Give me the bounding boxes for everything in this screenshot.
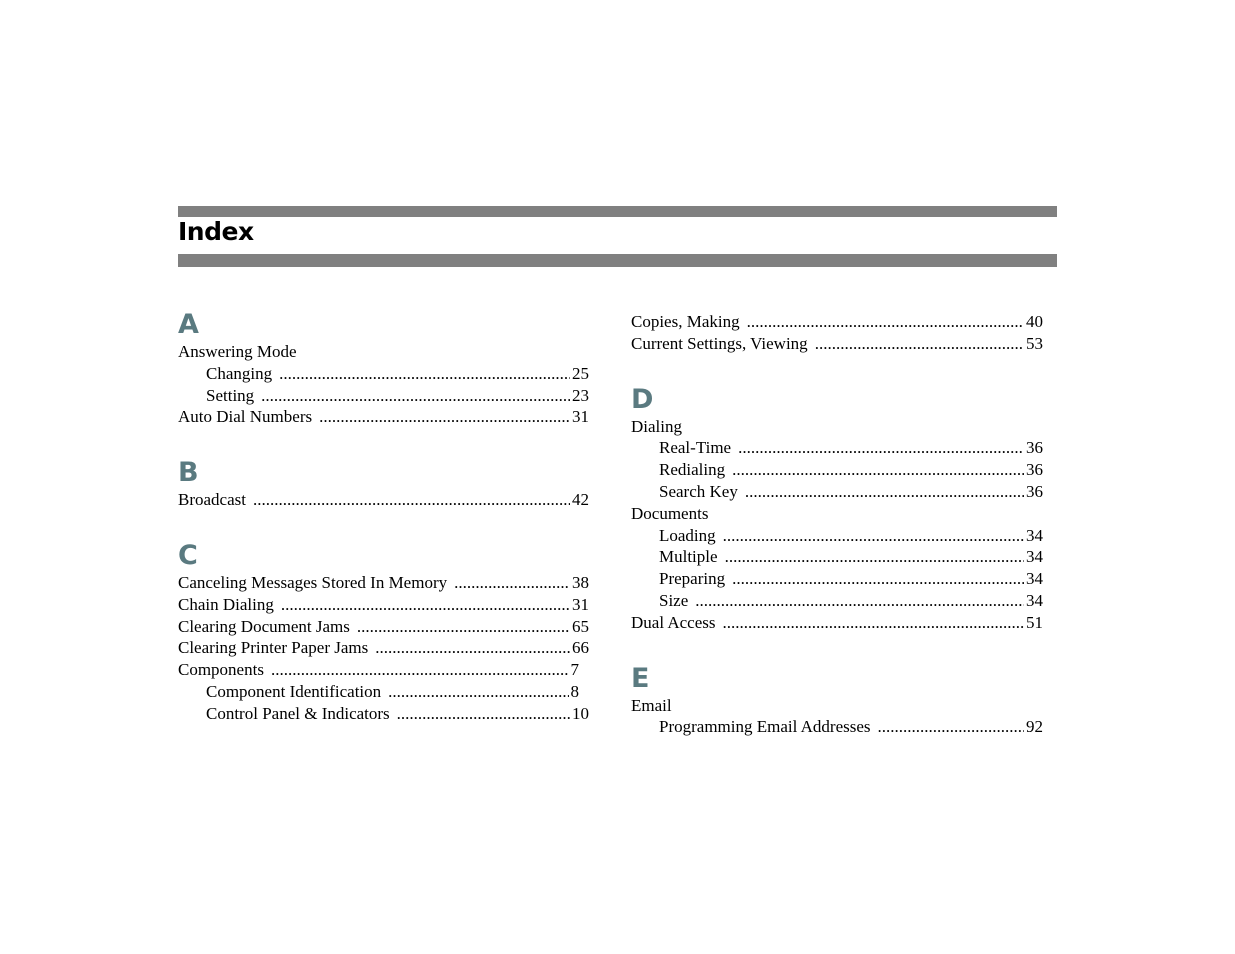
entry-label: Search Key	[659, 481, 738, 501]
entry-label: Setting	[206, 385, 255, 405]
entry-page-number: 92	[1026, 717, 1043, 737]
entry-page-number: 31	[572, 594, 589, 614]
dot-leader	[261, 385, 570, 407]
dot-leader	[878, 716, 1024, 738]
entry-page-number: 34	[1026, 590, 1043, 610]
section-spacer	[178, 511, 589, 541]
dot-leader	[375, 637, 570, 659]
entry-label: Copies, Making	[631, 312, 740, 331]
index-entry	[178, 594, 589, 616]
dot-leader	[738, 437, 1024, 459]
entry-label: Current Settings, Viewing	[631, 333, 808, 353]
dot-leader	[723, 612, 1024, 634]
dot-leader	[815, 333, 1024, 355]
section-letter: B	[178, 457, 199, 489]
entry-page-number: 31	[572, 407, 589, 427]
section-spacer	[631, 634, 1043, 664]
entry-label: Multiple	[659, 547, 718, 567]
entry-page-number: 36	[1026, 481, 1043, 501]
index-entry	[178, 363, 589, 385]
dot-leader	[745, 481, 1024, 503]
dot-leader	[732, 459, 1024, 481]
entry-label: Email	[631, 695, 672, 715]
entry-label: Chain Dialing	[178, 594, 274, 614]
dot-leader	[319, 406, 570, 428]
header-rule-bottom	[178, 254, 1057, 267]
index-entry	[178, 489, 589, 511]
entry-label: Canceling Messages Stored In Memory	[178, 572, 448, 592]
index-column-right	[631, 311, 1043, 738]
index-entry	[631, 716, 1043, 738]
entry-page-number: 40	[1026, 312, 1043, 331]
index-entry	[631, 481, 1043, 503]
entry-label: Broadcast	[178, 490, 246, 510]
index-entry	[178, 616, 589, 638]
section-letter: C	[178, 539, 198, 571]
entry-label: Redialing	[659, 460, 726, 480]
entry-label: Auto Dial Numbers	[178, 407, 313, 427]
entry-page-number: 34	[1026, 547, 1043, 567]
section-letter: E	[631, 662, 650, 694]
entry-label: Documents	[631, 503, 709, 523]
index-entry	[178, 406, 589, 428]
index-entry	[631, 503, 1043, 525]
entry-page-number: 51	[1026, 612, 1043, 632]
entry-page-number: 36	[1026, 438, 1043, 458]
entry-label: Real-Time	[659, 438, 732, 458]
header-rule-top	[178, 206, 1057, 217]
entry-label: Dialing	[631, 416, 682, 436]
index-section	[631, 311, 1043, 355]
entry-page-number: 36	[1026, 460, 1043, 480]
entry-page-number: 34	[1026, 569, 1043, 589]
index-column-left	[178, 310, 589, 725]
entry-label: Changing	[206, 363, 273, 383]
index-entry	[631, 525, 1043, 547]
index-entry	[631, 459, 1043, 481]
entry-page-number: 7	[570, 660, 579, 680]
dot-leader	[279, 363, 570, 385]
index-entry	[178, 341, 589, 363]
entry-label: Clearing Printer Paper Jams	[178, 638, 369, 658]
page-title: Index	[178, 217, 254, 246]
index-entry	[631, 695, 1043, 717]
index-entry	[631, 568, 1043, 590]
index-entry	[631, 590, 1043, 612]
index-entry	[631, 416, 1043, 438]
dot-leader	[271, 659, 569, 681]
dot-leader	[732, 568, 1024, 590]
dot-leader	[388, 681, 568, 703]
entry-label: Answering Mode	[178, 342, 297, 361]
entry-label: Component Identification	[206, 681, 382, 701]
entry-label: Programming Email Addresses	[659, 717, 871, 737]
dot-leader	[281, 594, 570, 616]
entry-page-number: 65	[572, 616, 589, 636]
entry-page-number: 8	[570, 681, 579, 701]
entry-page-number: 10	[572, 703, 589, 723]
section-letter: A	[178, 309, 199, 340]
entry-page-number: 42	[572, 490, 589, 510]
entry-page-number: 25	[572, 363, 589, 383]
dot-leader	[725, 546, 1024, 568]
section-spacer	[631, 355, 1043, 385]
dot-leader	[253, 489, 570, 511]
section-spacer	[178, 428, 589, 458]
entry-page-number: 53	[1026, 333, 1043, 353]
index-entry	[631, 311, 1043, 333]
entry-label: Components	[178, 660, 264, 680]
entry-label: Dual Access	[631, 612, 716, 632]
dot-leader	[357, 616, 570, 638]
dot-leader	[695, 590, 1024, 612]
index-section	[178, 511, 589, 725]
index-entry	[178, 703, 589, 725]
dot-leader	[723, 525, 1024, 547]
index-entry	[631, 612, 1043, 634]
dot-leader	[454, 572, 570, 594]
index-section	[631, 355, 1043, 634]
index-entry	[178, 637, 589, 659]
index-entry	[178, 659, 589, 681]
index-entry	[178, 681, 589, 703]
index-entry	[178, 572, 589, 594]
index-section	[631, 634, 1043, 739]
dot-leader	[747, 311, 1024, 333]
index-entry	[631, 437, 1043, 459]
entry-page-number: 66	[572, 638, 589, 658]
index-section	[178, 428, 589, 511]
index-section	[178, 310, 589, 428]
section-letter: D	[631, 383, 654, 415]
index-entry	[631, 333, 1043, 355]
entry-label: Control Panel & Indicators	[206, 703, 390, 723]
dot-leader	[397, 703, 570, 725]
entry-page-number: 34	[1026, 525, 1043, 545]
entry-label: Size	[659, 590, 689, 610]
entry-page-number: 23	[572, 385, 589, 405]
index-entry	[178, 385, 589, 407]
entry-label: Clearing Document Jams	[178, 616, 350, 636]
entry-page-number: 38	[572, 572, 589, 592]
index-entry	[631, 546, 1043, 568]
entry-label: Preparing	[659, 569, 726, 589]
entry-label: Loading	[659, 525, 716, 545]
